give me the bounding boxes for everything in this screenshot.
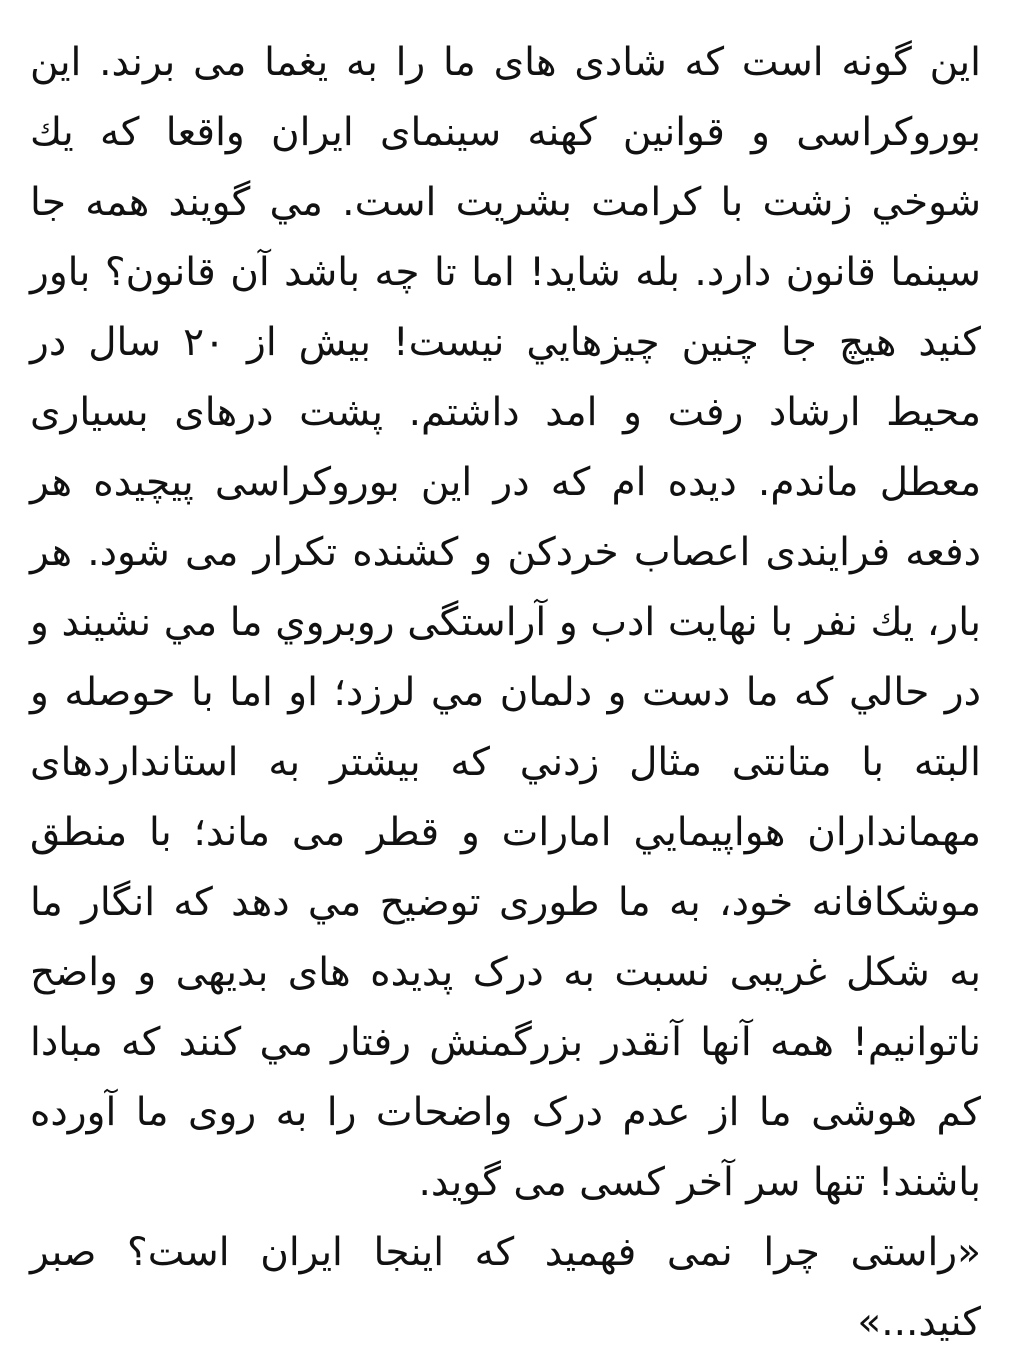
text-line-3: شوخي زشت با کرامت بشریت است. مي گويند همه جا	[30, 180, 981, 225]
text-line-13: موشکافانه خود، به ما طوری توضیح مي دهد که انگار ما	[30, 880, 981, 925]
text-line-17: باشند! تنها سر آخر کسی می گوید.	[418, 1160, 981, 1205]
text-line-6: محیط ارشاد رفت و امد داشتم. پشت درهای بسیاری	[30, 390, 981, 435]
text-line-2: بوروکراسی و قوانین کهنه سینمای ایران واقعا که يك	[30, 110, 981, 155]
text-line-19: کنید...»	[857, 1300, 981, 1345]
article-text	[30, 28, 981, 1358]
text-line-9: بار، يك نفر با نهایت ادب و آراستگی روبروي ما مي نشيند و	[30, 600, 981, 645]
text-line-10: در حالي که ما دست و دلمان مي لرزد؛ او اما با حوصله و	[30, 670, 981, 715]
text-line-14: به شکل غریبی نسبت به درک پدیده های بدیهی و واضح	[30, 950, 981, 995]
text-line-1: این گونه است که شادی های ما را به یغما می برند. این	[30, 40, 981, 85]
text-line-15: ناتوانیم! همه آنها آنقدر بزرگمنش رفتار مي کنند که مبادا	[30, 1020, 981, 1065]
text-line-8: دفعه فرایندی اعصاب خردکن و کشنده تکرار می شود. هر	[30, 530, 981, 575]
text-line-16: کم هوشی ما از عدم درک واضحات را به روی ما آورده	[30, 1090, 981, 1135]
text-line-18: «راستی چرا نمی فهمید که اینجا ایران است؟ صبر	[30, 1230, 981, 1275]
text-line-7: معطل ماندم. دیده ام که در این بوروکراسی پیچیده هر	[30, 460, 981, 505]
text-line-11: البته با متانتی مثال زدني که بیشتر به استانداردهای	[30, 740, 981, 785]
text-line-4: سینما قانون دارد. بله شاید! اما تا چه باشد آن قانون؟ باور	[30, 250, 981, 295]
text-line-5: کنید هیچ جا چنین چیزهايي نيست! بيش از ٢٠ سال در	[30, 320, 981, 365]
text-line-12: مهمانداران هواپیمايي امارات و قطر می ماند؛ با منطق	[30, 810, 981, 855]
